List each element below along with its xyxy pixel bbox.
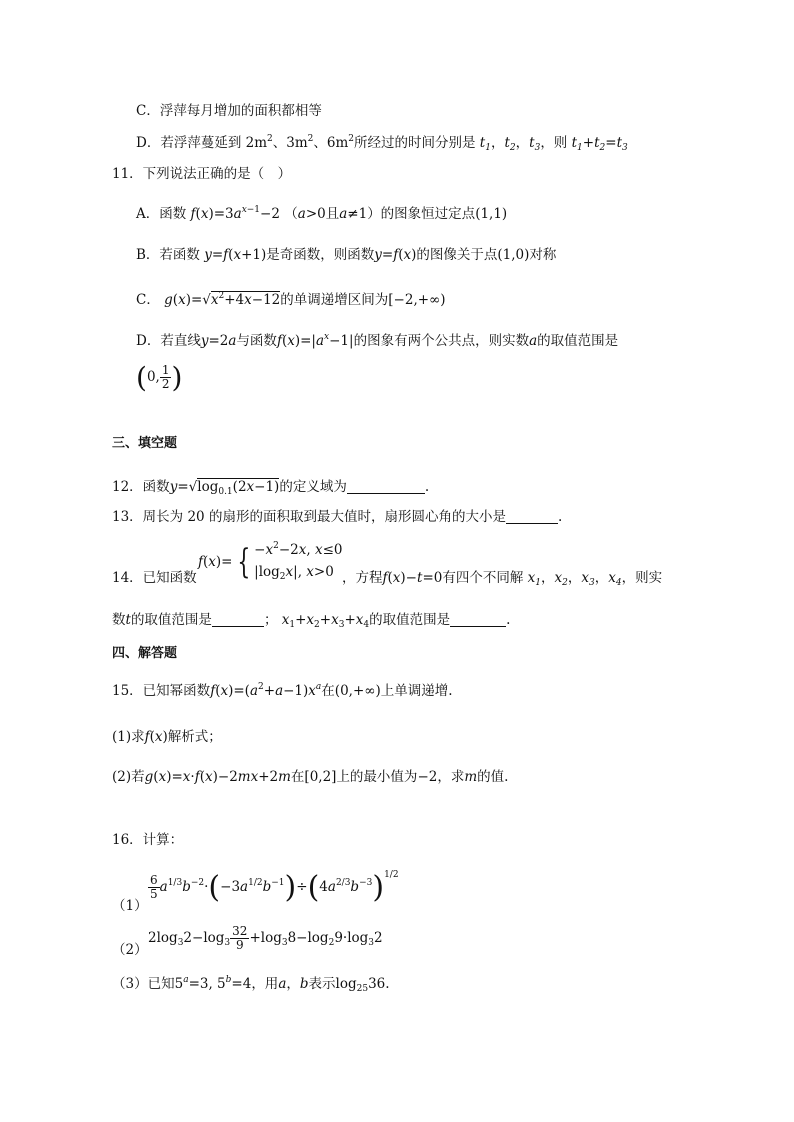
glyph: ( [208, 869, 221, 905]
text: 、6m [313, 135, 349, 151]
q10-option-c [136, 101, 322, 121]
math: ÷ [296, 879, 308, 895]
math: a≠1 [339, 206, 368, 222]
math: y=f(x) [374, 247, 417, 263]
math: $\log_{25}36$ [335, 976, 386, 994]
math: g(x)=x·f(x)−2mx+2m [144, 769, 291, 785]
q15-stem [112, 681, 453, 703]
text: 的图象有两个公共点，则实数 [353, 333, 530, 349]
math: $t_1+t_2=t_3$ [571, 135, 628, 153]
math: f(x) [144, 729, 168, 745]
den: 2 [161, 377, 170, 391]
math: $-3a^{1/2}b^{-1}$ [220, 878, 285, 895]
frac [230, 925, 249, 952]
q10-option-d: D．若浮萍蔓延到 $2m^2$、$3m^2$、$6m^2$所经过的时间分别是 $t_1$，$t_2$，$t_3$，则 $t_1+t_2=t_3$ [136, 134, 628, 153]
text: 的定义域为 [279, 479, 347, 495]
answer-blank[interactable] [506, 509, 558, 524]
math: (1,0) [497, 247, 530, 263]
text: 上单调递增. [380, 683, 453, 699]
text: 13．周长为 20 的扇形的面积取到最大值时，扇形圆心角的大小是 [112, 509, 506, 525]
q16-stem: 16．计算： [112, 832, 184, 848]
sup: 2 [348, 134, 354, 144]
text: ）的图象恒过定点 [367, 206, 476, 222]
q11-option-d [136, 331, 618, 353]
q10-option-d-text: D．若浮萍蔓延到 2m [136, 135, 268, 151]
text: 、3m [272, 135, 308, 151]
q13: 13．周长为 20 的扇形的面积取到最大值时，扇形圆心角的大小是 . [112, 509, 563, 525]
sup: 2 [267, 134, 273, 144]
q11-option-c [136, 290, 446, 312]
frac [160, 364, 172, 391]
text: ，则 [540, 135, 568, 151]
text: 15．已知幂函数 [112, 683, 211, 699]
math: $2\log_32-\log_3$ [148, 930, 231, 948]
text: 有四个不同解 [442, 570, 524, 586]
math: a [529, 333, 538, 349]
math: b [299, 976, 309, 992]
glyph: ) [284, 869, 297, 905]
text: −2 [417, 769, 438, 785]
section-fill-in-title: 三、填空题 [112, 436, 178, 451]
text: （ [284, 206, 298, 222]
text: 在 [290, 769, 305, 785]
text: 解析式； [167, 729, 222, 745]
text: 数 [112, 612, 126, 628]
q15-part1 [112, 727, 222, 747]
text: （3）已知 [112, 976, 175, 992]
q11-option-a [136, 204, 507, 226]
math: $-x^2-2x$, x≤0 $|\log_2x|$, x>0 [254, 541, 343, 582]
answer-blank[interactable] [450, 612, 506, 627]
text: ，方程 [342, 570, 383, 586]
q11-option-d-range [136, 360, 182, 394]
text: 0, [146, 369, 160, 385]
text: A．函数 [136, 206, 187, 222]
math: $5^a=3$, $5^b=4$ [174, 975, 252, 992]
math: $f(x)=(a^2+a-1)x^a$ [210, 682, 322, 699]
math: m [464, 769, 478, 785]
text: 所经过的时间分别是 [354, 135, 476, 151]
answer-blank[interactable] [212, 612, 264, 627]
math: $x_2$ [554, 570, 568, 588]
q14-piecewise [198, 540, 342, 588]
num: 6 [150, 873, 158, 887]
section-solutions-title: 四、解答题 [112, 646, 178, 661]
math: t [125, 612, 131, 628]
text: 的取值范围是 [537, 333, 619, 349]
math: $f(x)=|a^x-1|$ [276, 332, 354, 349]
math: $x_4$ [608, 570, 622, 588]
math: $y=√\log_{0.1}(2x-1)$ [169, 479, 280, 497]
answer-blank[interactable] [347, 479, 425, 494]
num: 32 [232, 924, 248, 938]
math: $t_2$ [504, 135, 516, 153]
text: 12．函数 [112, 479, 170, 495]
text: D．若直线 [136, 333, 201, 349]
q14-line1-right: ，方程f(x)−t=0有四个不同解 $x_1$，$x_2$，$x_3$，$x_4$，则实 [342, 570, 663, 588]
math: $x_1+x_2+x_3+x_4$ [281, 612, 370, 630]
math: $x_3$ [581, 570, 595, 588]
frac [148, 874, 160, 901]
math: y=2a [200, 333, 237, 349]
glyph: ( [307, 869, 320, 905]
math: f(x)−t=0 [382, 570, 443, 586]
math: $f(x)=3a^{x-1}-2$ [190, 205, 280, 222]
text: C． [136, 292, 160, 308]
text: 与函数 [236, 333, 277, 349]
text: ，求 [437, 769, 465, 785]
q11-stem: 11．下列说法正确的是（ ） [112, 166, 292, 182]
text: ，则实 [621, 570, 663, 586]
glyph: { [236, 542, 250, 582]
q16-part3: （3）已知$5^a=3$, $5^b=4$，用a，b表示$\log_{25}36$. [112, 975, 390, 994]
den: 9 [235, 938, 244, 952]
q16-part2-label: （2） [112, 942, 148, 958]
math: $t_3$ [529, 135, 541, 153]
math: $a^{1/3}b^{-2}\cdot$ [159, 878, 209, 895]
q11-option-b [136, 245, 556, 265]
sup: 2 [307, 134, 314, 144]
text: 的取值范围是 [369, 612, 451, 628]
q12: 12．函数$y=√\log_{0.1}(2x-1)$的定义域为 . [112, 479, 430, 497]
math: y=f(x+1) [204, 247, 267, 263]
num: 1 [161, 363, 170, 377]
text: 上的最小值为 [336, 769, 418, 785]
text: B．若函数 [136, 247, 200, 263]
math: $x_1$ [527, 570, 541, 588]
glyph: ) [171, 360, 183, 394]
den: 5 [150, 887, 158, 901]
math: $+\log_38-\log_29\cdot\log_32$ [249, 930, 383, 948]
text: ； [263, 612, 278, 628]
math: $g(x)=√x^2+4x-12$ [164, 291, 281, 308]
math: 1/2 [384, 870, 399, 880]
math: a [278, 976, 287, 992]
text: 的图像关于点 [416, 247, 498, 263]
text: (2)若 [112, 769, 145, 785]
text: 的单调递增区间为 [280, 292, 389, 308]
math: a>0 [297, 206, 326, 222]
q16-part2-expr [148, 920, 383, 956]
text: (1)求 [112, 729, 145, 745]
glyph: ) [372, 869, 385, 905]
text: 的值. [477, 769, 509, 785]
math: [0,2] [304, 769, 337, 785]
q14-line1-left [112, 568, 197, 588]
text: 是奇函数，则函数 [266, 247, 375, 263]
glyph: ( [136, 360, 147, 394]
text: 14．已知函数 [112, 570, 197, 586]
q15-part2 [112, 767, 508, 787]
text: 在 [321, 683, 335, 699]
q14-line2: 数t的取值范围是 ； $x_1+x_2+x_3+x_4$的取值范围是 . [112, 612, 511, 630]
q16-part1-label: （1） [112, 898, 148, 914]
math: [−2,+∞) [388, 292, 446, 308]
math: f(x)= [198, 554, 233, 570]
text: 且 [325, 206, 340, 222]
text: ，用 [251, 976, 279, 992]
q10-option-c-text: C．浮萍每月增加的面积都相等 [136, 103, 322, 119]
math: $t_1$ [479, 135, 491, 153]
text: 表示 [308, 976, 336, 992]
math: $4a^{2/3}b^{-3}$ [319, 878, 373, 895]
q16-part1-expr [148, 862, 399, 912]
text: 对称 [529, 247, 557, 263]
text: . [385, 976, 390, 992]
math: (0,+∞) [334, 683, 381, 699]
math: (1,1) [475, 206, 508, 222]
text: 的取值范围是 [130, 612, 212, 628]
